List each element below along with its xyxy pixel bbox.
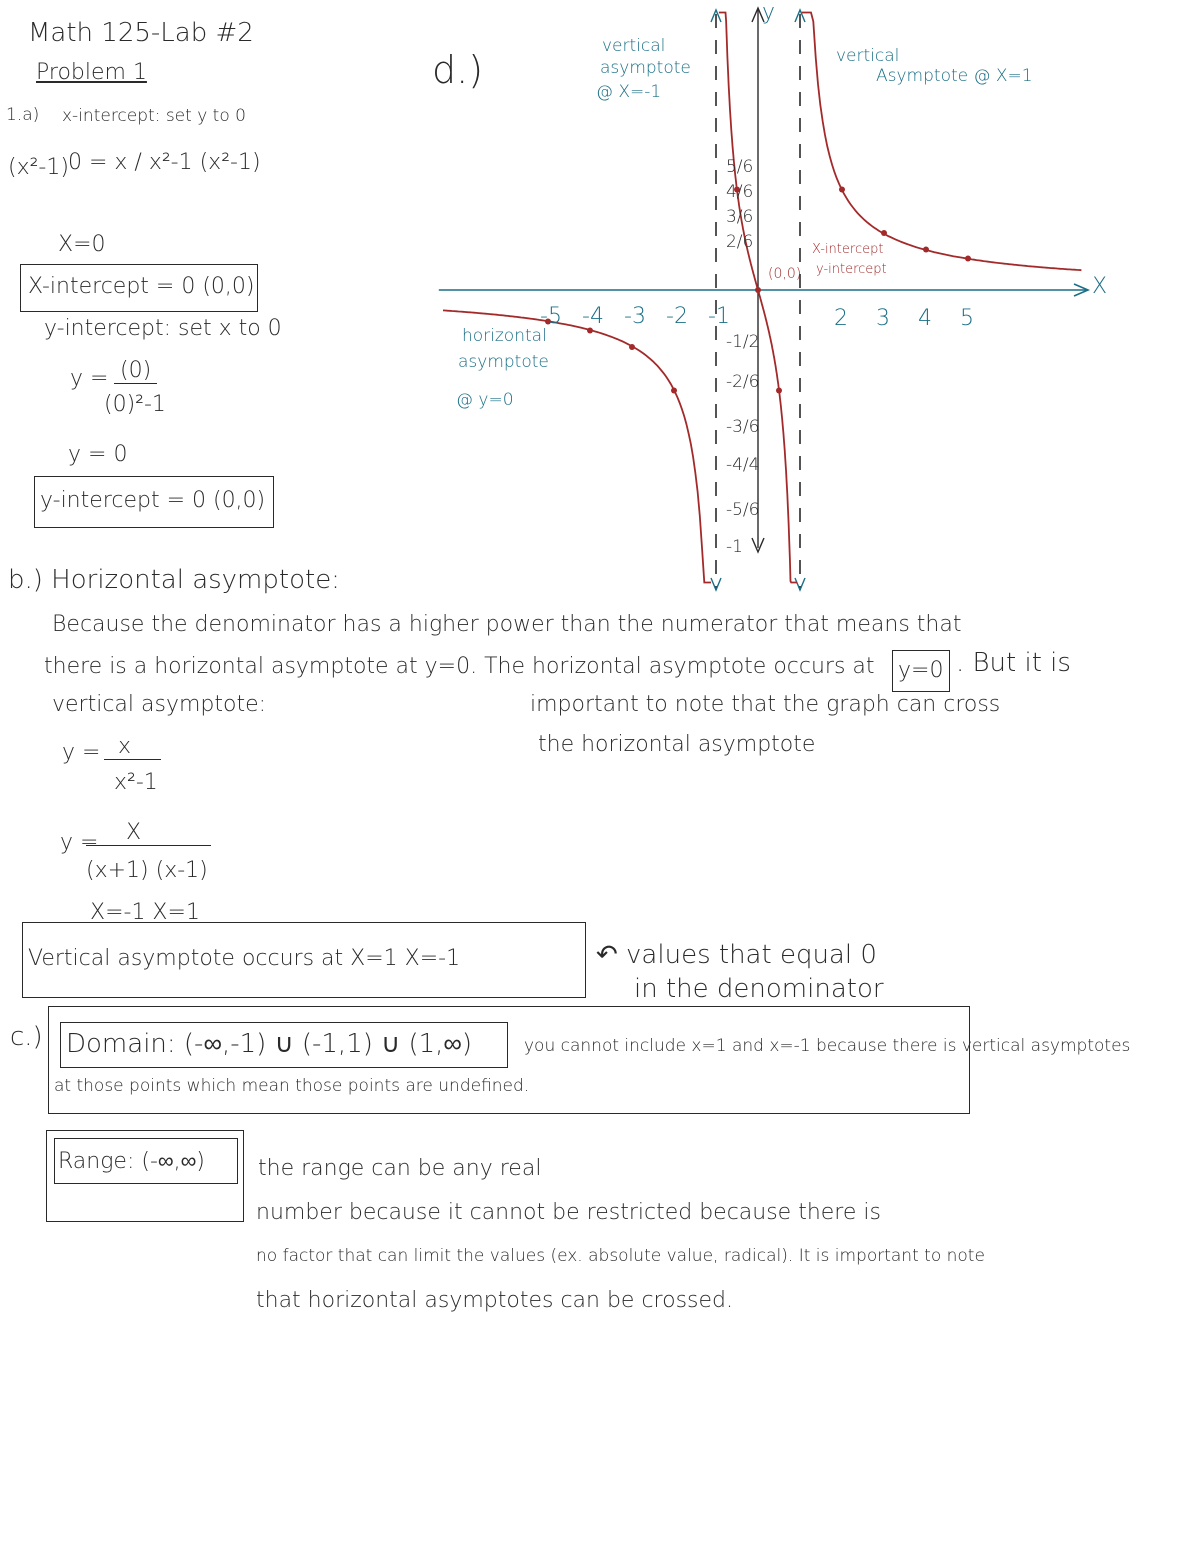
x-intercept-answer: X-intercept = 0 (0,0) bbox=[28, 274, 255, 299]
part-b-line-2-end: . But it is bbox=[956, 648, 1071, 678]
va-label: vertical asymptote: bbox=[52, 692, 267, 717]
data-point-0-3 bbox=[671, 388, 677, 394]
range-answer: Range: (-∞,∞) bbox=[58, 1149, 205, 1174]
data-point-2-0 bbox=[839, 187, 845, 193]
roots: X=-1 X=1 bbox=[90, 900, 200, 925]
y-intercept-answer: y-intercept = 0 (0,0) bbox=[40, 488, 266, 513]
x-tick-label: -5 bbox=[540, 304, 562, 329]
y-tick-label: -5/6 bbox=[725, 499, 760, 520]
data-point-1-1 bbox=[755, 287, 761, 293]
y-eq-denominator: (0)²-1 bbox=[104, 392, 166, 417]
part-b-line-2: there is a horizontal asymptote at y=0. The horizontal asymptote occurs at bbox=[44, 654, 875, 679]
va-left-annot-3: @ X=-1 bbox=[596, 82, 662, 102]
va-left-annot-2: asymptote bbox=[600, 58, 691, 78]
y-tick-label: 3/6 bbox=[725, 207, 754, 227]
y-intercept-instruction: y-intercept: set x to 0 bbox=[44, 316, 282, 341]
x-tick-label: -1 bbox=[708, 304, 730, 329]
graph-axes bbox=[439, 8, 1088, 552]
y-axis-label: y bbox=[762, 0, 776, 25]
x-result: X=0 bbox=[58, 232, 106, 257]
range-note-1: the range can be any real bbox=[258, 1156, 542, 1181]
eq1-denominator: x²-1 bbox=[114, 770, 158, 795]
asymptote-arrow-down bbox=[711, 578, 721, 590]
domain-note-1: you cannot include x=1 and x=-1 because there is vertical asymptotes bbox=[524, 1036, 1131, 1056]
data-point-2-1 bbox=[881, 230, 887, 236]
part-b-line-3: important to note that the graph can cross bbox=[530, 692, 1001, 717]
page-title: Math 125-Lab #2 bbox=[28, 18, 254, 48]
y-tick-label: -3/6 bbox=[725, 417, 760, 437]
origin-label: (0,0) bbox=[768, 266, 802, 282]
x-equation: 0 = x / x²-1 (x²-1) bbox=[68, 150, 261, 175]
va-right-annot-1: vertical bbox=[836, 46, 900, 66]
y-eq-lhs: y = bbox=[70, 366, 109, 391]
part-b-line-4: the horizontal asymptote bbox=[538, 732, 816, 757]
ha-annot-3: @ y=0 bbox=[456, 390, 514, 410]
y-tick-label: 4/6 bbox=[725, 182, 754, 202]
ha-annot-1: horizontal bbox=[462, 326, 547, 346]
x-tick-label: -3 bbox=[624, 304, 646, 329]
y-eq-numerator: (0) bbox=[114, 358, 157, 384]
eq1-lhs: y = bbox=[62, 740, 101, 765]
y-tick-label: 5/6 bbox=[725, 157, 754, 177]
range-note-2: number because it cannot be restricted because there is bbox=[256, 1200, 881, 1225]
x-tick-label: 3 bbox=[876, 306, 890, 331]
part-a-label: 1.a) bbox=[6, 105, 40, 125]
function-curves bbox=[443, 13, 1081, 583]
va-note-1: ↶ values that equal 0 bbox=[596, 940, 877, 970]
domain-answer: Domain: (-∞,-1) ∪ (-1,1) ∪ (1,∞) bbox=[66, 1029, 473, 1059]
y-tick-label: -1 bbox=[725, 537, 743, 557]
y-tick-label: -4/4 bbox=[725, 454, 760, 475]
eq1-numerator: x bbox=[104, 734, 161, 760]
x-tick-label: -4 bbox=[582, 304, 604, 329]
asymptote-arrow-down bbox=[795, 578, 805, 590]
eq2-lhs: y = bbox=[60, 830, 99, 855]
problem-heading: Problem 1 bbox=[36, 60, 147, 85]
eq2-numerator: X bbox=[86, 820, 211, 846]
data-point-1-2 bbox=[776, 388, 782, 394]
x-axis-label: X bbox=[1092, 274, 1108, 299]
x-tick-label: -2 bbox=[666, 304, 688, 329]
part-d-label: d.) bbox=[432, 48, 484, 92]
va-note-2: in the denominator bbox=[634, 974, 884, 1004]
eq2-denominator: (x+1) (x-1) bbox=[86, 858, 208, 883]
ha-answer: y=0 bbox=[898, 658, 944, 683]
range-note-4: that horizontal asymptotes can be crossed. bbox=[256, 1288, 733, 1313]
x-tick-label: 5 bbox=[960, 306, 974, 331]
part-b-line-1: Because the denominator has a higher power than the numerator that means that bbox=[52, 612, 962, 637]
data-point-0-2 bbox=[629, 344, 635, 350]
va-right-annot-2: Asymptote @ X=1 bbox=[876, 66, 1033, 86]
x-intercept-instruction: x-intercept: set y to 0 bbox=[62, 106, 246, 126]
y-tick-label: -2/6 bbox=[725, 372, 760, 392]
va-answer: Vertical asymptote occurs at X=1 X=-1 bbox=[28, 946, 461, 971]
data-point-2-3 bbox=[965, 256, 971, 262]
part-c-label: c.) bbox=[10, 1022, 43, 1052]
y-tick-label: 2/6 bbox=[725, 232, 754, 252]
x-eq-factor: (x²-1) bbox=[8, 155, 69, 180]
data-point-2-2 bbox=[923, 247, 929, 253]
range-note-3: no factor that can limit the values (ex. absolute value, radical). It is important to note bbox=[256, 1246, 985, 1266]
x-tick-label: 2 bbox=[834, 306, 848, 331]
x-intercept-label: X-intercept bbox=[812, 242, 884, 257]
y-result: y = 0 bbox=[68, 442, 128, 467]
x-tick-label: 4 bbox=[918, 306, 932, 331]
part-b-label: b.) Horizontal asymptote: bbox=[8, 565, 340, 595]
domain-note-2: at those points which mean those points are undefined. bbox=[54, 1076, 530, 1096]
ha-annot-2: asymptote bbox=[458, 352, 549, 372]
y-tick-label: -1/2 bbox=[725, 331, 760, 352]
va-left-annot-1: vertical bbox=[602, 36, 666, 56]
y-intercept-label: y-intercept bbox=[816, 262, 887, 277]
